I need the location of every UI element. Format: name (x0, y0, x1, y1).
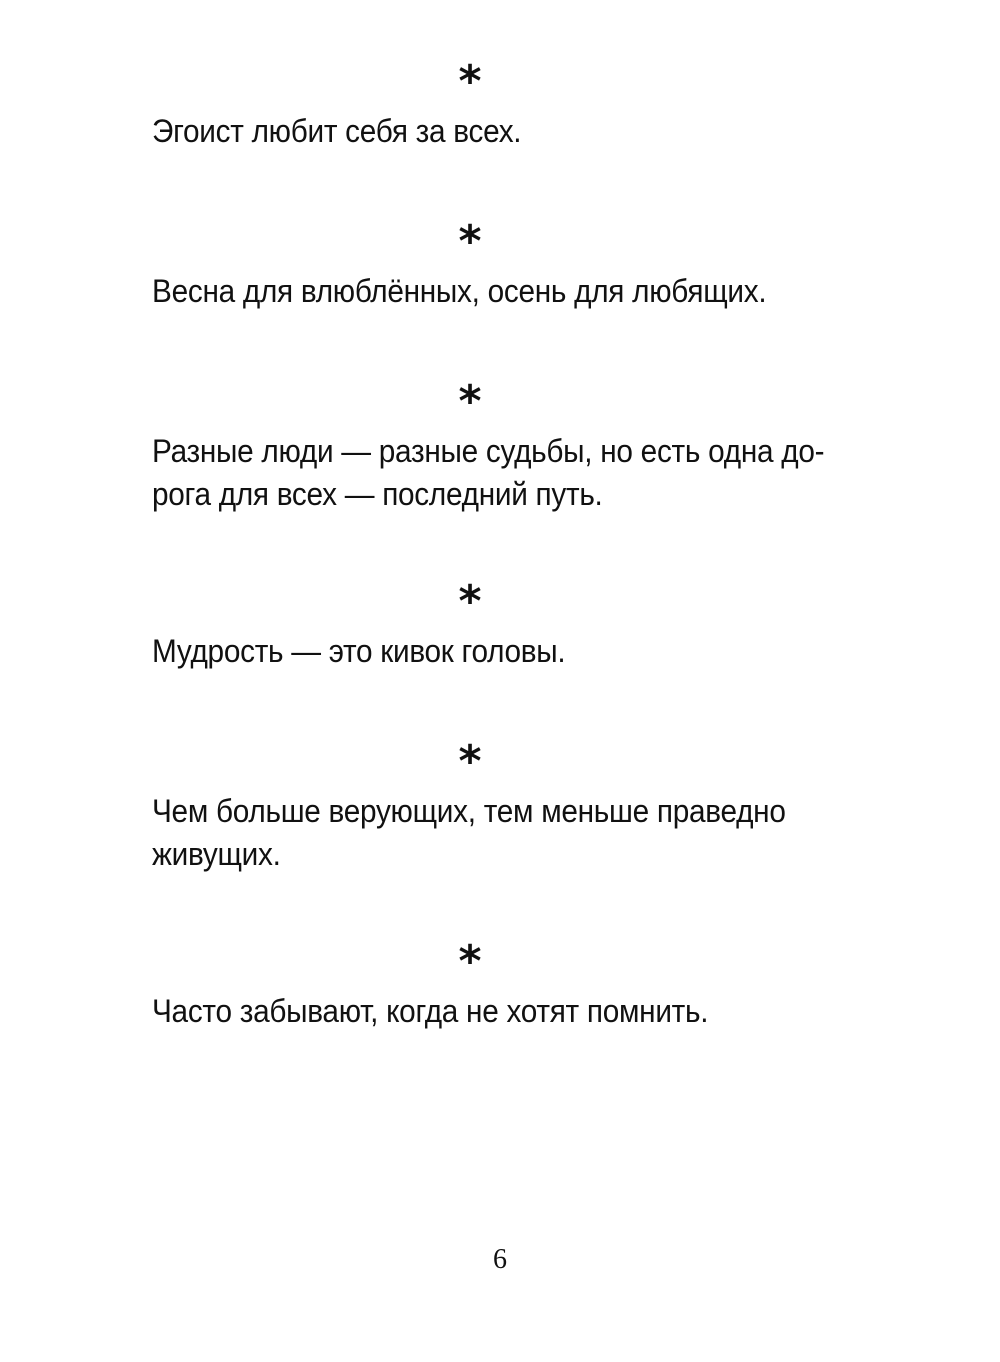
aphorism-line: Разные люди — разные судьбы, но есть одна до- (152, 433, 825, 469)
star-separator-5: * (458, 736, 482, 787)
aphorism-line: рога для всех — последний путь. (152, 476, 603, 512)
aphorism-line: Эгоист любит себя за всех. (152, 113, 522, 149)
aphorism-3 (152, 430, 825, 516)
aphorism-line: Мудрость — это кивок головы. (152, 633, 566, 669)
aphorism-line: Чем больше верующих, тем меньше праведно (152, 793, 786, 829)
aphorism-6 (152, 990, 803, 1033)
aphorism-line: Весна для влюблённых, осень для любящих. (152, 273, 767, 309)
star-separator-4: * (458, 576, 482, 627)
aphorism-line: Часто забывают, когда не хотят помнить. (152, 993, 709, 1029)
aphorism-2 (152, 270, 803, 313)
aphorism-4 (152, 630, 803, 673)
aphorism-line: живущих. (152, 836, 281, 872)
aphorism-5 (152, 790, 803, 876)
page-number: 6 (493, 1244, 507, 1275)
aphorism-1 (152, 110, 803, 153)
star-separator-6: * (458, 936, 482, 987)
star-separator-3: * (458, 376, 482, 427)
star-separator-1: * (458, 56, 482, 107)
star-separator-2: * (458, 216, 482, 267)
